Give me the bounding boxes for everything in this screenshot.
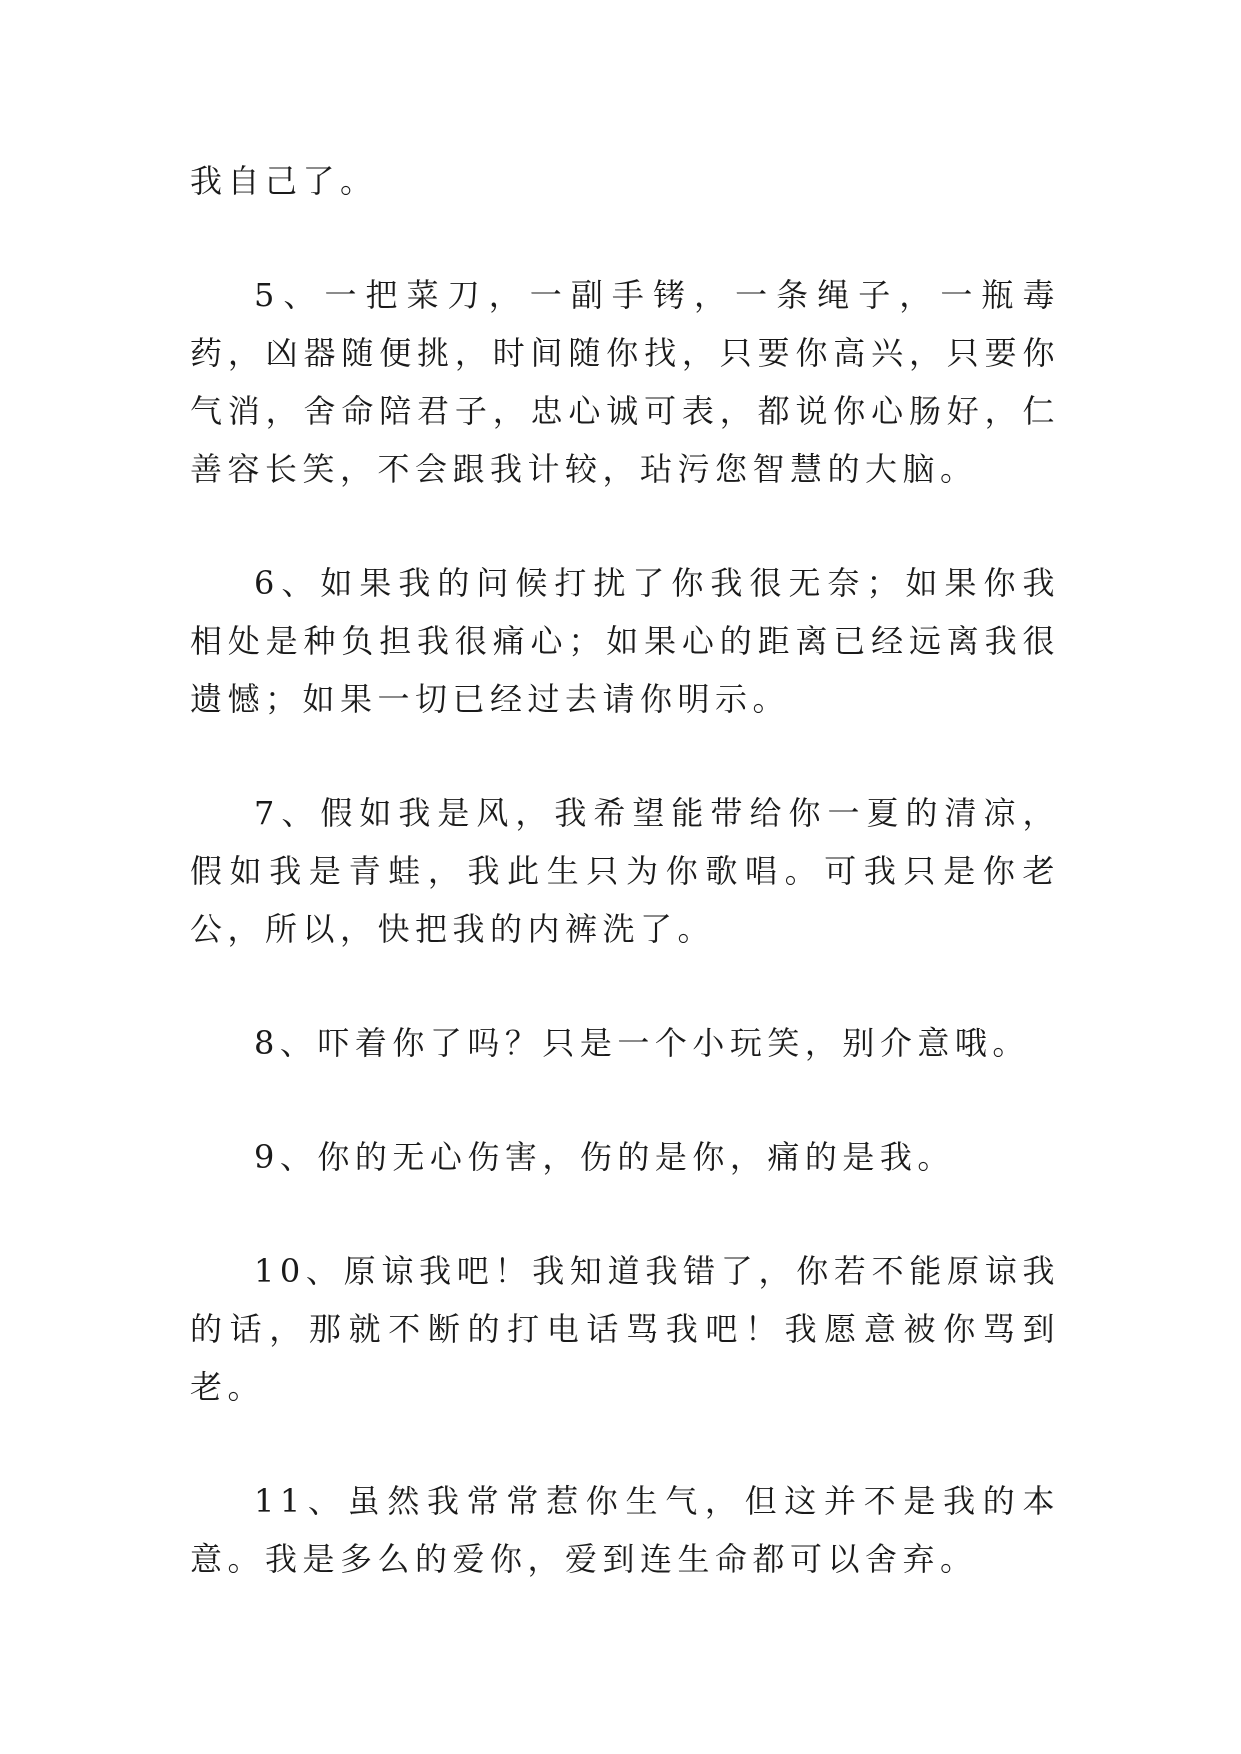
paragraph-9: 9、你的无心伤害，伤的是你，痛的是我。 [254,1138,955,1176]
paragraph-continued: 我自己了。 [190,162,378,200]
paragraph-8: 8、吓着你了吗？只是一个小玩笑，别介意哦。 [254,1024,1030,1062]
paragraph-5: 5、一把菜刀，一副手铐，一条绳子，一瓶毒药，凶器随便挑，时间随你找，只要你高兴，只要你气消，舍命陪君子，忠心诚可表，都说你心肠好，仁善容长笑，不会跟我计较，玷污您智慧的大脑。 [190,276,1060,488]
paragraph-6: 6、如果我的问候打扰了你我很无奈；如果你我相处是种负担我很痛心；如果心的距离已经远离我很遗憾；如果一切已经过去请你明示。 [190,564,1060,718]
paragraph-7: 7、假如我是风，我希望能带给你一夏的清凉，假如我是青蛙，我此生只为你歌唱。可我只是你老公，所以，快把我的内裤洗了。 [190,794,1060,948]
document-body [190,152,1060,1644]
paragraph-11: 11、虽然我常常惹你生气，但这并不是我的本意。我是多么的爱你，爱到连生命都可以舍弃。 [190,1482,1060,1578]
paragraph-10: 10、原谅我吧！我知道我错了，你若不能原谅我的话，那就不断的打电话骂我吧！我愿意被你骂到老。 [190,1252,1060,1406]
